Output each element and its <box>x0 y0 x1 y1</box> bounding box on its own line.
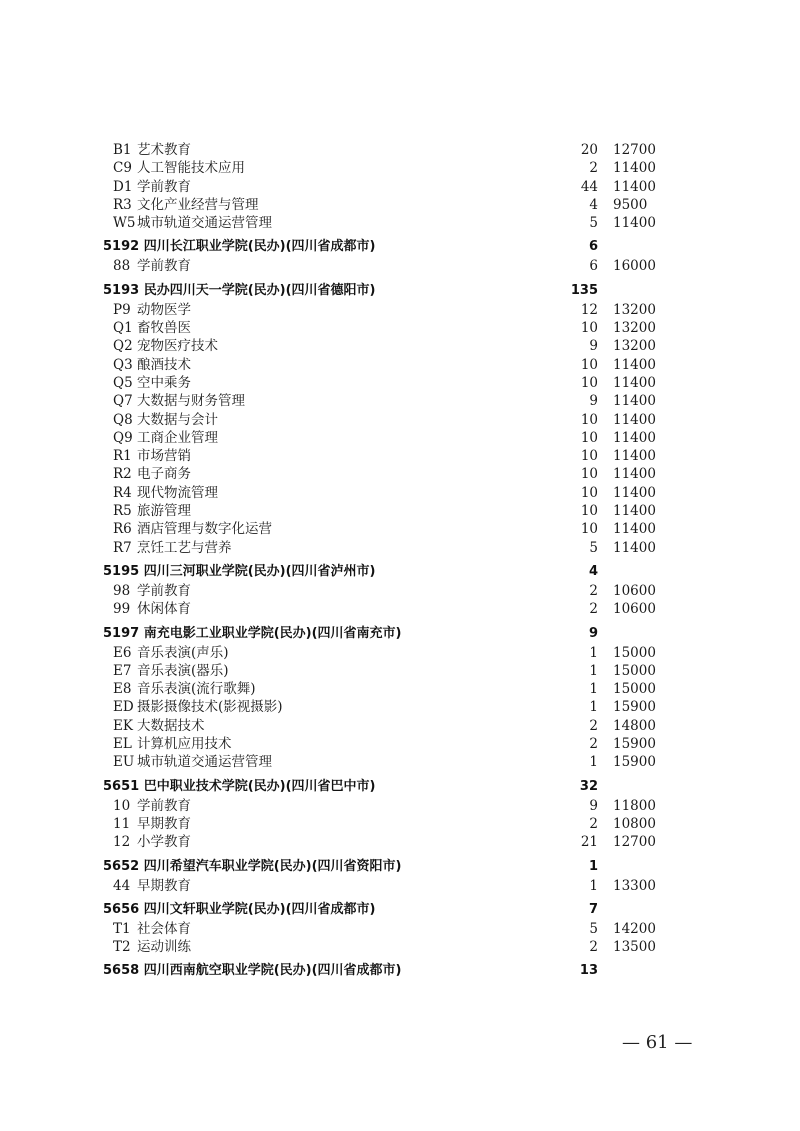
major-name: 现代物流管理 <box>137 484 218 501</box>
school-title <box>103 237 376 257</box>
major-row <box>103 392 663 410</box>
major-row <box>103 159 663 177</box>
major-code: E8 <box>113 681 132 698</box>
major-code: B1 <box>113 142 132 158</box>
school-name: 四川文轩职业学院(民办)(四川省成都市) <box>143 901 376 917</box>
major-code: R6 <box>113 521 132 538</box>
school-title <box>103 777 376 797</box>
major-count: 4 <box>589 196 598 213</box>
major-count: 2 <box>589 815 598 832</box>
major-count: 1 <box>589 662 598 679</box>
major-code: P9 <box>113 301 131 318</box>
school-header <box>103 624 663 644</box>
school-code: 5197 <box>103 625 140 641</box>
major-code: EU <box>113 754 135 771</box>
major-fee: 11400 <box>613 448 656 465</box>
major-fee: 10600 <box>613 582 656 599</box>
school-name: 四川三河职业学院(民办)(四川省泸州市) <box>143 563 376 579</box>
major-count: 10 <box>580 374 598 391</box>
major-code: C9 <box>113 160 132 177</box>
major-count: 2 <box>589 582 598 599</box>
school-code: 5651 <box>103 778 140 794</box>
school-title <box>103 961 402 981</box>
major-row <box>103 920 663 938</box>
major-row <box>103 877 663 895</box>
school-header <box>103 900 663 920</box>
major-fee: 11400 <box>613 539 656 556</box>
major-count: 9 <box>589 338 598 355</box>
major-fee: 12700 <box>613 834 656 851</box>
major-name: 休闲体育 <box>137 601 191 618</box>
major-count: 21 <box>580 834 598 851</box>
major-name: 人工智能技术应用 <box>137 160 245 177</box>
school-header <box>103 237 663 257</box>
major-name: 社会体育 <box>137 920 191 937</box>
school-total-count: 1 <box>588 858 598 874</box>
school-name: 四川长江职业学院(民办)(四川省成都市) <box>143 239 376 255</box>
major-fee: 13500 <box>613 939 656 956</box>
major-code: R7 <box>113 539 132 556</box>
major-row <box>103 178 663 196</box>
school-title <box>103 900 376 920</box>
major-count: 44 <box>580 178 598 195</box>
school-title <box>103 624 402 644</box>
major-row <box>103 141 663 159</box>
major-fee: 10600 <box>613 601 656 618</box>
major-fee: 11400 <box>613 160 656 177</box>
school-total-count: 13 <box>579 963 598 979</box>
major-row <box>103 301 663 319</box>
major-row <box>103 502 663 520</box>
major-code: EL <box>113 736 132 753</box>
major-count: 20 <box>580 142 598 158</box>
major-code: 44 <box>113 877 131 894</box>
school-name: 四川希望汽车职业学院(民办)(四川省资阳市) <box>143 858 402 874</box>
major-count: 10 <box>580 411 598 428</box>
major-fee: 11400 <box>613 484 656 501</box>
major-fee: 12700 <box>613 142 656 158</box>
major-code: R1 <box>113 448 132 465</box>
major-code: T1 <box>113 920 131 937</box>
major-count: 2 <box>589 601 598 618</box>
major-fee: 14200 <box>613 920 656 937</box>
page-number: — 61 — <box>622 1032 693 1053</box>
major-code: Q9 <box>113 429 133 446</box>
major-row <box>103 319 663 337</box>
school-header <box>103 562 663 582</box>
major-count: 1 <box>589 877 598 894</box>
major-row <box>103 698 663 716</box>
major-code: 12 <box>113 834 131 851</box>
major-fee: 11800 <box>613 797 656 814</box>
major-count: 9 <box>589 393 598 410</box>
major-count: 9 <box>589 797 598 814</box>
school-total-count: 9 <box>588 625 598 641</box>
major-row <box>103 735 663 753</box>
major-code: Q8 <box>113 411 133 428</box>
major-count: 10 <box>580 448 598 465</box>
major-count: 10 <box>580 320 598 337</box>
major-fee: 9500 <box>613 196 648 213</box>
school-total-count: 6 <box>588 239 598 255</box>
major-code: 88 <box>113 258 131 275</box>
school-code: 5195 <box>103 563 140 579</box>
school-name: 巴中职业技术学院(民办)(四川省巴中市) <box>143 778 376 794</box>
major-count: 2 <box>589 160 598 177</box>
major-name: 电子商务 <box>137 466 191 483</box>
major-count: 2 <box>589 939 598 956</box>
major-fee: 11400 <box>613 215 656 232</box>
major-fee: 11400 <box>613 356 656 373</box>
school-code: 5656 <box>103 901 140 917</box>
major-code: EK <box>113 717 133 734</box>
school-total-count: 135 <box>570 282 598 298</box>
major-code: R2 <box>113 466 132 483</box>
major-name: 大数据技术 <box>137 717 205 734</box>
school-title <box>103 857 402 877</box>
major-code: R3 <box>113 196 132 213</box>
major-name: 宠物医疗技术 <box>137 338 218 355</box>
major-code: D1 <box>113 178 133 195</box>
major-name: 城市轨道交通运营管理 <box>137 215 272 232</box>
major-code: ED <box>113 699 134 716</box>
major-name: 动物医学 <box>137 301 191 318</box>
major-count: 2 <box>589 736 598 753</box>
major-name: 艺术教育 <box>137 142 191 158</box>
major-name: 烹饪工艺与营养 <box>137 539 232 556</box>
major-name: 计算机应用技术 <box>137 736 232 753</box>
major-row <box>103 356 663 374</box>
major-row <box>103 938 663 956</box>
major-name: 文化产业经营与管理 <box>137 196 259 213</box>
major-code: W5 <box>113 215 136 232</box>
major-count: 10 <box>580 484 598 501</box>
major-row <box>103 833 663 851</box>
major-row <box>103 484 663 502</box>
major-row <box>103 411 663 429</box>
major-row <box>103 337 663 355</box>
major-count: 10 <box>580 466 598 483</box>
major-count: 10 <box>580 503 598 520</box>
major-row <box>103 717 663 735</box>
major-name: 学前教育 <box>137 258 191 275</box>
major-fee: 11400 <box>613 429 656 446</box>
major-name: 城市轨道交通运营管理 <box>137 754 272 771</box>
school-header <box>103 777 663 797</box>
major-fee: 15000 <box>613 662 656 679</box>
major-name: 市场营销 <box>137 448 191 465</box>
school-code: 5658 <box>103 963 140 979</box>
major-code: R4 <box>113 484 132 501</box>
major-name: 学前教育 <box>137 797 191 814</box>
major-count: 12 <box>580 301 598 318</box>
major-name: 学前教育 <box>137 178 191 195</box>
school-code: 5192 <box>103 239 140 255</box>
major-fee: 15900 <box>613 736 656 753</box>
major-code: 98 <box>113 582 131 599</box>
school-total-count: 32 <box>579 778 598 794</box>
major-code: T2 <box>113 939 131 956</box>
major-fee: 11400 <box>613 466 656 483</box>
major-count: 1 <box>589 681 598 698</box>
major-row <box>103 196 663 214</box>
major-name: 音乐表演(器乐) <box>137 662 229 679</box>
major-name: 酒店管理与数字化运营 <box>137 521 272 538</box>
major-fee: 11400 <box>613 503 656 520</box>
major-name: 大数据与财务管理 <box>137 393 245 410</box>
major-code: Q1 <box>113 320 133 337</box>
school-total-count: 7 <box>588 901 598 917</box>
major-row <box>103 644 663 662</box>
major-code: E6 <box>113 644 132 661</box>
major-count: 1 <box>589 644 598 661</box>
major-count: 10 <box>580 429 598 446</box>
major-fee: 13200 <box>613 301 656 318</box>
enrollment-list <box>103 141 663 981</box>
major-name: 工商企业管理 <box>137 429 218 446</box>
major-code: 11 <box>113 815 131 832</box>
major-fee: 14800 <box>613 717 656 734</box>
major-fee: 13200 <box>613 338 656 355</box>
school-code: 5193 <box>103 282 140 298</box>
major-name: 早期教育 <box>137 815 191 832</box>
major-name: 摄影摄像技术(影视摄影) <box>137 699 283 716</box>
major-fee: 16000 <box>613 258 656 275</box>
major-code: R5 <box>113 503 132 520</box>
school-name: 民办四川天一学院(民办)(四川省德阳市) <box>143 282 376 298</box>
major-fee: 15000 <box>613 681 656 698</box>
major-name: 酿酒技术 <box>137 356 191 373</box>
major-count: 5 <box>589 215 598 232</box>
major-row <box>103 582 663 600</box>
major-fee: 15900 <box>613 699 656 716</box>
major-row <box>103 539 663 557</box>
major-count: 1 <box>589 754 598 771</box>
major-code: Q3 <box>113 356 133 373</box>
major-row <box>103 374 663 392</box>
major-fee: 11400 <box>613 411 656 428</box>
school-total-count: 4 <box>588 563 598 579</box>
major-fee: 11400 <box>613 521 656 538</box>
major-fee: 11400 <box>613 374 656 391</box>
major-row <box>103 214 663 232</box>
major-fee: 11400 <box>613 178 656 195</box>
major-name: 小学教育 <box>137 834 191 851</box>
school-code: 5652 <box>103 858 140 874</box>
major-row <box>103 797 663 815</box>
major-fee: 10800 <box>613 815 656 832</box>
major-row <box>103 429 663 447</box>
school-header <box>103 857 663 877</box>
major-row <box>103 815 663 833</box>
major-row <box>103 662 663 680</box>
major-name: 音乐表演(声乐) <box>137 644 229 661</box>
major-name: 大数据与会计 <box>137 411 218 428</box>
major-count: 5 <box>589 920 598 937</box>
major-row <box>103 520 663 538</box>
major-row <box>103 680 663 698</box>
major-count: 1 <box>589 699 598 716</box>
major-name: 早期教育 <box>137 877 191 894</box>
major-count: 10 <box>580 521 598 538</box>
major-name: 学前教育 <box>137 582 191 599</box>
major-name: 空中乘务 <box>137 374 191 391</box>
major-count: 5 <box>589 539 598 556</box>
major-name: 旅游管理 <box>137 503 191 520</box>
major-row <box>103 447 663 465</box>
major-fee: 13200 <box>613 320 656 337</box>
major-name: 畜牧兽医 <box>137 320 191 337</box>
school-header <box>103 281 663 301</box>
major-row <box>103 465 663 483</box>
major-name: 音乐表演(流行歌舞) <box>137 681 256 698</box>
school-title <box>103 281 376 301</box>
school-name: 四川西南航空职业学院(民办)(四川省成都市) <box>143 963 402 979</box>
school-title <box>103 562 376 582</box>
major-count: 6 <box>589 258 598 275</box>
major-fee: 15000 <box>613 644 656 661</box>
school-name: 南充电影工业职业学院(民办)(四川省南充市) <box>143 625 402 641</box>
major-name: 运动训练 <box>137 939 191 956</box>
major-code: E7 <box>113 662 132 679</box>
major-count: 2 <box>589 717 598 734</box>
major-row <box>103 257 663 275</box>
major-code: 99 <box>113 601 131 618</box>
major-code: 10 <box>113 797 131 814</box>
major-code: Q5 <box>113 374 133 391</box>
major-row <box>103 600 663 618</box>
major-fee: 15900 <box>613 754 656 771</box>
major-row <box>103 753 663 771</box>
major-fee: 13300 <box>613 877 656 894</box>
school-header <box>103 961 663 981</box>
major-count: 10 <box>580 356 598 373</box>
major-fee: 11400 <box>613 393 656 410</box>
major-code: Q2 <box>113 338 133 355</box>
major-code: Q7 <box>113 393 133 410</box>
